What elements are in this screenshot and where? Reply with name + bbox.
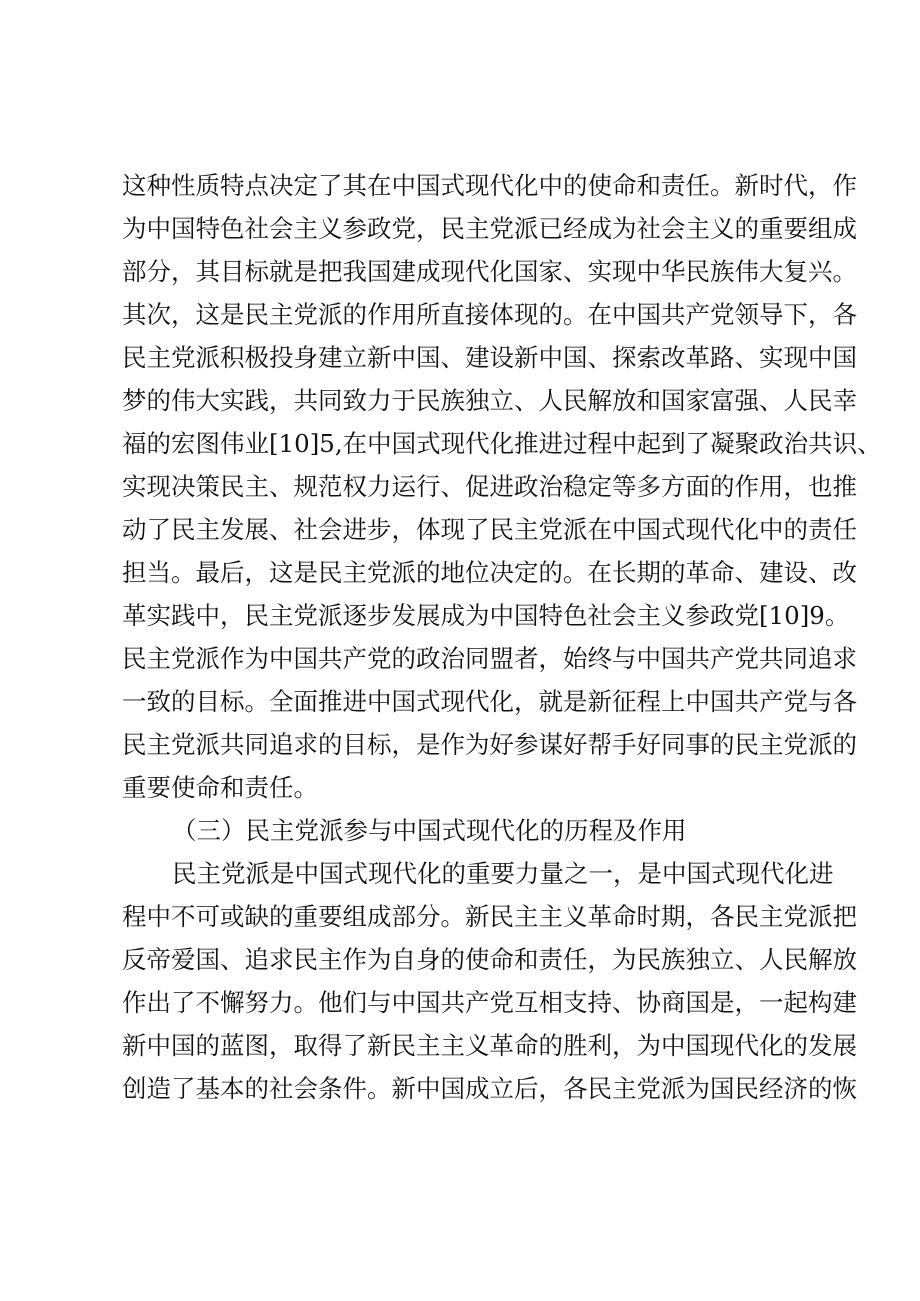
paragraph-line: 程中不可或缺的重要组成部分。新民主主义革命时期，各民主党派把 — [122, 902, 857, 931]
paragraph-line: 重要使命和责任。 — [122, 773, 318, 802]
paragraph-line: 实现决策民主、规范权力运行、促进政治稳定等多方面的作用，也推 — [122, 472, 857, 501]
paragraph-line: 福的宏图伟业[10]5,在中国式现代化推进过程中起到了凝聚政治共识、 — [122, 429, 882, 458]
paragraph-line: 民主党派积极投身建立新中国、建设新中国、探索改革路、实现中国 — [122, 343, 857, 372]
paragraph-line: 革实践中，民主党派逐步发展成为中国特色社会主义参政党[10]9。 — [122, 601, 850, 630]
paragraph-line: 动了民主发展、社会进步，体现了民主党派在中国式现代化中的责任 — [122, 515, 857, 544]
paragraph-line: 一致的目标。全面推进中国式现代化，就是新征程上中国共产党与各 — [122, 687, 857, 716]
paragraph-line: 为中国特色社会主义参政党，民主党派已经成为社会主义的重要组成 — [122, 214, 857, 243]
paragraph-line: 作出了不懈努力。他们与中国共产党互相支持、协商国是，一起构建 — [122, 988, 857, 1017]
paragraph-line: 这种性质特点决定了其在中国式现代化中的使命和责任。新时代，作 — [122, 171, 857, 200]
paragraph-line: 新中国的蓝图，取得了新民主主义革命的胜利，为中国现代化的发展 — [122, 1031, 857, 1060]
paragraph-line: 部分，其目标就是把我国建成现代化国家、实现中华民族伟大复兴。 — [122, 257, 857, 286]
paragraph-line: 民主党派作为中国共产党的政治同盟者，始终与中国共产党共同追求 — [122, 644, 857, 673]
paragraph-line: 民主党派是中国式现代化的重要力量之一，是中国式现代化进 — [172, 859, 834, 888]
paragraph-line: 担当。最后，这是民主党派的地位决定的。在长期的革命、建设、改 — [122, 558, 857, 587]
paragraph-line: 民主党派共同追求的目标，是作为好参谋好帮手好同事的民主党派的 — [122, 730, 857, 759]
paragraph-line: 反帝爱国、追求民主作为自身的使命和责任，为民族独立、人民解放 — [122, 945, 857, 974]
paragraph-line: 其次，这是民主党派的作用所直接体现的。在中国共产党领导下，各 — [122, 300, 857, 329]
paragraph-line: 创造了基本的社会条件。新中国成立后，各民主党派为国民经济的恢 — [122, 1074, 857, 1103]
paragraph-line: 梦的伟大实践，共同致力于民族独立、人民解放和国家富强、人民幸 — [122, 386, 857, 415]
section-heading: （三）民主党派参与中国式现代化的历程及作用 — [172, 816, 687, 845]
